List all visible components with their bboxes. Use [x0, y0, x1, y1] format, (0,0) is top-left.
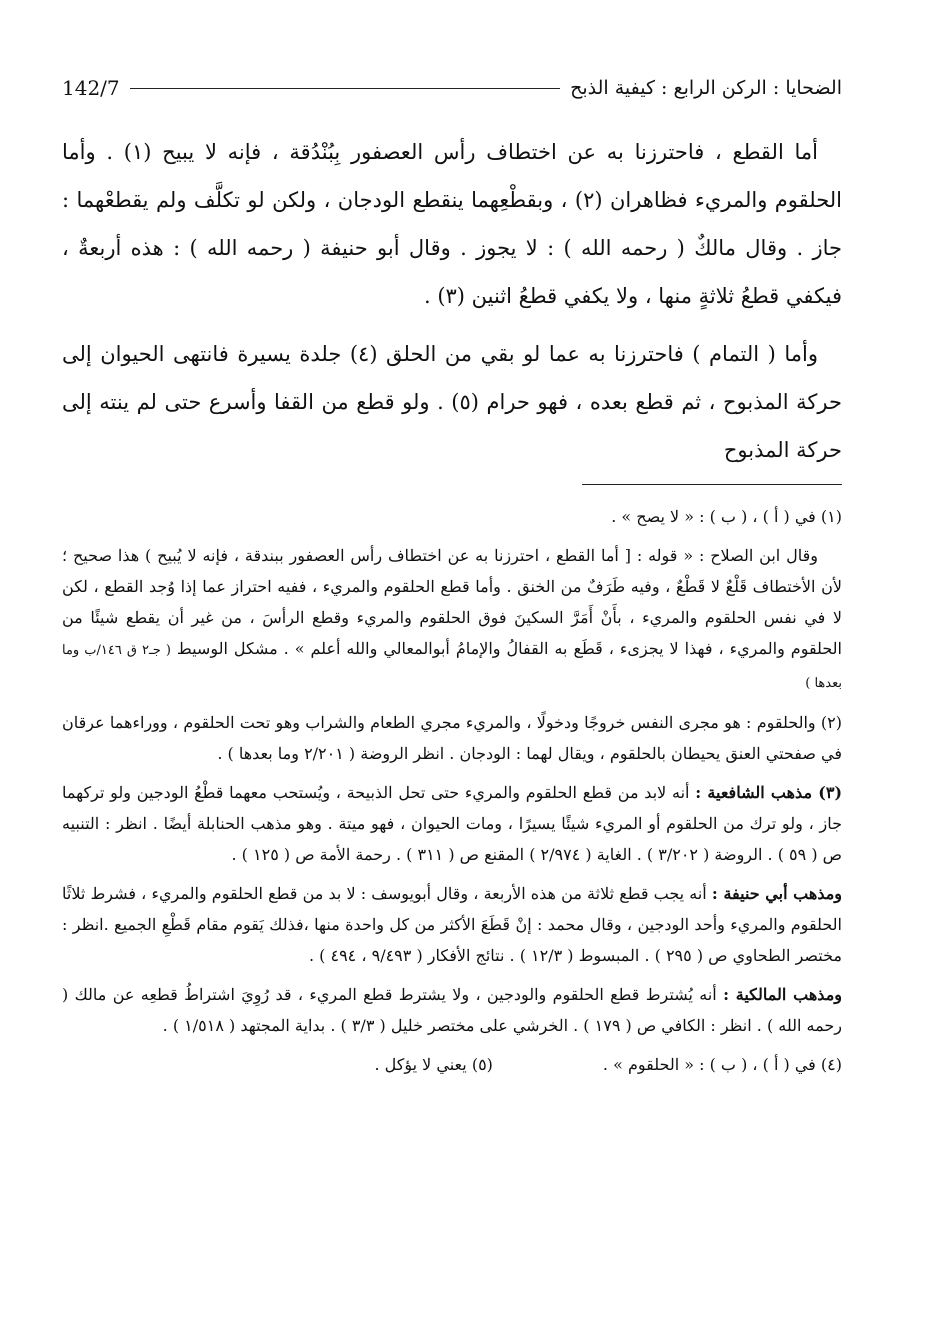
- footnote-3: [62, 777, 842, 870]
- body-paragraph: أما القطع ، فاحترزنا به عن اختطاف رأس العصفور بِبُنْدُقة ، فإنه لا يبيح (١) . وأما الحلقوم والمريء فظاهران (٢) ، وبقطْعِهما ينقطع الودجان ، ولكن لو تكلَّف ولم يقطعْهما : جاز . وقال مالكٌ ( رحمه الله ) : لا يجوز . وقال أبو حنيفة ( رحمه الله ) : هذه أربعةٌ ، فيكفي قطعُ ثلاثةٍ منها ، ولا يكفي قطعُ اثنين (٣) .: [62, 140, 842, 308]
- footnote-3-maliki-lead: ومذهب المالكية :: [723, 985, 842, 1004]
- footnote-divider: [582, 484, 842, 485]
- document-page: [62, 70, 842, 1310]
- footnote-1-reference: ( جـ٢ ق ١٤٦/ب وما بعدها ): [62, 643, 842, 691]
- footnotes-4-5: [62, 1049, 842, 1080]
- footnote-2: (٢) والحلقوم : هو مجرى النفس خروجًا ودخولًا ، والمريء مجري الطعام والشراب وهو تحت الحلقوم ، ووراءهما عرقان في صفحتي العنق يحيطان بالحلقوم ، ويقال لهما : الودجان . انظر الروضة ( ٢/٢٠١ وما بعدها ) .: [62, 713, 842, 763]
- footnote-1-text: وقال ابن الصلاح : « قوله : [ أما القطع ، احترزنا به عن اختطاف رأس العصفور ببندقة ، فإنه لا يُبيح ) هذا صحيح ؛ لأن الأختطاف قَلْعٌ لا قَطْعٌ ، وفيه طَرَفٌ من الخنق . وأما قطع الحلقوم والمريء ، ففيه احتراز عما إذا وُجد القطع ، لكن لا في نفس الحلقوم والمريء ، بأَنْ أَمَرَّ السكينَ فوق الحلقوم والمريء وقطع الرأسَ ، من غير أن يقطع شيئًا من الحلقوم والمريء ، فهذا لا يجزىء ، قَطَع به القفالُ والإمامُ أبوالمعالي والله أعلم » . مشكل الوسيط: [62, 546, 843, 658]
- footnote-1: (١) في ( أ ) ، ( ب ) : « لا يصح » .: [611, 507, 842, 526]
- footnote-3-hanafi-text: أنه يجب قطع ثلاثة من هذه الأربعة ، وقال أبويوسف : لا بد من قطع الحلقوم والمريء ، فشرط ثلاثًا الحلقوم والمريء وأحد الودجين ، وقال محمد : إنْ قَطَعَ الأكثر من كل واحدة منها ،فذلك يَقوم مقام قَطْعِ الجميع .انظر : مختصر الطحاوي ص ( ٢٩٥ ) . المبسوط ( ١٢/٣ ) . نتائج الأفكار ( ٩/٤٩٣ ، ٤٩٤ ) .: [62, 884, 842, 965]
- footnote-3-hanafi: [62, 878, 842, 971]
- running-title: الضحايا : الركن الرابع : كيفية الذبح: [570, 77, 842, 99]
- body-paragraph: وأما ( التمام ) فاحترزنا به عما لو بقي من الحلق (٤) جلدة يسيرة فانتهى الحيوان إلى حركة المذبوح ، ثم قطع بعده ، فهو حرام (٥) . ولو قطع من القفا وأسرع حتى لم ينته إلى حركة المذبوح: [62, 342, 842, 462]
- footnote-4: (٤) في ( أ ) ، ( ب ) : « الحلقوم » .: [602, 1055, 842, 1074]
- main-text: [62, 128, 842, 474]
- footnote-3-maliki: [62, 979, 842, 1041]
- footnote-3-hanafi-lead: ومذهب أبي حنيفة :: [711, 884, 843, 903]
- page-number: 142/7: [62, 76, 120, 100]
- footnote-3-text: أنه لابد من قطع الحلقوم والمريء حتى تحل الذبيحة ، ويُستحب معهما قطْعُ الودجين ولو تركهما جاز ، ولو ترك من الحلقوم أو المريء شيئًا يسيرًا ، ومات الحيوان ، فهو ميتة . وهو مذهب الحنابلة أيضًا . انظر : التنبيه ص ( ٥٩ ) . الروضة ( ٣/٢٠٢ ) . الغاية ( ٢/٩٧٤ ) المقنع ص ( ٣١١ ) . رحمة الأمة ص ( ١٢٥ ) .: [62, 783, 842, 864]
- running-header: [62, 70, 842, 106]
- footnotes: [62, 501, 842, 1080]
- header-rule: [130, 88, 560, 89]
- footnote-1-continuation: [62, 540, 842, 699]
- footnote-3-lead: (٣) مذهب الشافعية :: [695, 783, 843, 802]
- footnote-5: (٥) يعني لا يؤكل .: [374, 1055, 493, 1074]
- footnote-3-maliki-text: أنه يُشترط قطع الحلقوم والودجين ، ولا يشترط قطع المريء ، قد رُوِيَ اشتراطُ قطعِه عن مالك ( رحمه الله ) . انظر : الكافي ص ( ١٧٩ ) . الخرشي على مختصر خليل ( ٣/٣ ) . بداية المجتهد ( ١/٥١٨ ) .: [62, 985, 842, 1035]
